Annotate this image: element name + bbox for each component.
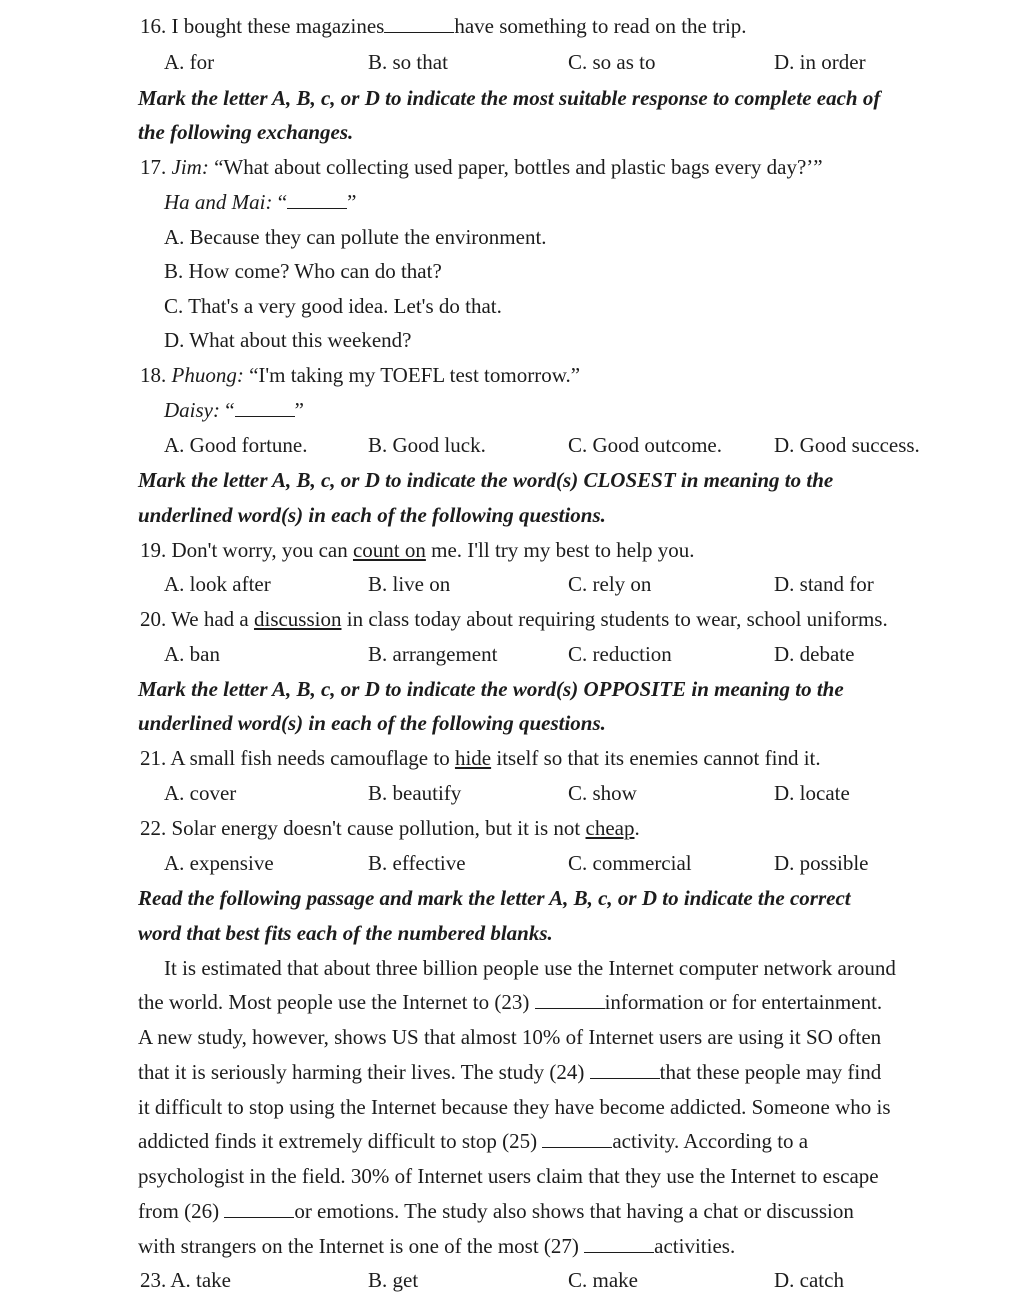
q22-option-a[interactable]: A. expensive xyxy=(164,851,274,875)
question-17-response xyxy=(164,190,356,215)
q23-option-c[interactable]: C. make xyxy=(568,1268,638,1292)
answer-blank-24[interactable] xyxy=(590,1060,660,1079)
question-18-stem xyxy=(140,363,580,388)
q22-underlined-word: cheap xyxy=(585,816,635,840)
q16-option-b[interactable]: B. so that xyxy=(368,50,448,74)
q21-option-d[interactable]: D. locate xyxy=(774,781,850,805)
q19-text-before: 19. Don't worry, you can xyxy=(140,538,348,562)
q17-option-a[interactable]: A. Because they can pollute the environment. xyxy=(164,225,547,249)
q18-close-quote: ” xyxy=(294,398,304,422)
question-20-stem xyxy=(140,607,888,632)
q20-option-a[interactable]: A. ban xyxy=(164,642,220,666)
q16-option-a[interactable]: A. for xyxy=(164,50,215,74)
answer-blank-27[interactable] xyxy=(584,1234,654,1253)
q17-number: 17. xyxy=(140,155,167,179)
passage-line-5: it difficult to stop using the Internet because they have become addicted. Someone who is xyxy=(138,1095,891,1119)
passage-text: activities. xyxy=(654,1234,736,1258)
q18-option-b[interactable]: B. Good luck. xyxy=(368,433,486,457)
answer-blank-25[interactable] xyxy=(542,1129,612,1148)
question-16-stem xyxy=(140,14,747,39)
instruction-passage-line1: Read the following passage and mark the letter A, B, c, or D to indicate the correct xyxy=(138,886,851,910)
q17-option-b[interactable]: B. How come? Who can do that? xyxy=(164,259,442,283)
passage-line-9 xyxy=(138,1234,978,1259)
instruction-exchanges-line1: Mark the letter A, B, c, or D to indicate the most suitable response to complete each of xyxy=(138,86,881,110)
q23-option-a[interactable]: 23. A. take xyxy=(140,1268,231,1292)
q19-option-a[interactable]: A. look after xyxy=(164,572,271,596)
q16-option-c[interactable]: C. so as to xyxy=(568,50,656,74)
q17-quote: “What about collecting used paper, bottles and plastic bags every day?’” xyxy=(214,155,823,179)
q22-option-b[interactable]: B. effective xyxy=(368,851,466,875)
instruction-closest-line2: underlined word(s) in each of the following questions. xyxy=(138,503,606,527)
q16-text-after: have something to read on the trip. xyxy=(454,14,747,38)
q21-option-b[interactable]: B. beautify xyxy=(368,781,462,805)
q18-option-d[interactable]: D. Good success. xyxy=(774,433,920,457)
q19-option-d[interactable]: D. stand for xyxy=(774,572,874,596)
instruction-closest-line1: Mark the letter A, B, c, or D to indicate the word(s) CLOSEST in meaning to the xyxy=(138,468,834,492)
q18-responder: Daisy: xyxy=(164,398,220,422)
question-22-stem xyxy=(140,816,640,841)
question-21-stem xyxy=(140,746,821,771)
passage-text: activity. According to a xyxy=(612,1129,809,1153)
q18-open-quote: “ xyxy=(225,398,235,422)
q21-option-c[interactable]: C. show xyxy=(568,781,637,805)
q17-option-c[interactable]: C. That's a very good idea. Let's do that. xyxy=(164,294,502,318)
q21-text-before: 21. A small fish needs camouflage to xyxy=(140,746,450,770)
q20-option-b[interactable]: B. arrangement xyxy=(368,642,498,666)
passage-text: or emotions. The study also shows that having a chat or discussion xyxy=(294,1199,854,1223)
q17-responder: Ha and Mai: xyxy=(164,190,273,214)
q21-option-a[interactable]: A. cover xyxy=(164,781,237,805)
q23-option-d[interactable]: D. catch xyxy=(774,1268,844,1292)
q20-option-c[interactable]: C. reduction xyxy=(568,642,672,666)
q21-underlined-word: hide xyxy=(454,746,492,770)
q18-quote: “I'm taking my TOEFL test tomorrow.” xyxy=(249,363,581,387)
question-17-stem xyxy=(140,155,823,180)
q18-speaker: Phuong: xyxy=(171,363,244,387)
passage-text: the world. Most people use the Internet to (23) xyxy=(138,990,530,1014)
passage-line-7: psychologist in the field. 30% of Internet users claim that they use the Internet to escape xyxy=(138,1164,879,1188)
q20-underlined-word: discussion xyxy=(253,607,342,631)
passage-text: addicted finds it extremely difficult to stop (25) xyxy=(138,1129,538,1153)
instruction-opposite-line2: underlined word(s) in each of the following questions. xyxy=(138,711,606,735)
q23-option-b[interactable]: B. get xyxy=(368,1268,419,1292)
q16-option-d[interactable]: D. in order xyxy=(774,50,866,74)
passage-line-6 xyxy=(138,1129,978,1154)
passage-line-8 xyxy=(138,1199,978,1224)
passage-text: from (26) xyxy=(138,1199,220,1223)
q17-speaker: Jim: xyxy=(171,155,209,179)
question-18-response xyxy=(164,398,304,423)
q19-underlined-word: count on xyxy=(352,538,426,562)
q21-text-after: itself so that its enemies cannot find it. xyxy=(496,746,821,770)
q22-text-after: . xyxy=(634,816,640,840)
q20-text-after: in class today about requiring students to wear, school uniforms. xyxy=(346,607,888,631)
q19-text-after: me. I'll try my best to help you. xyxy=(431,538,695,562)
passage-text: that these people may find xyxy=(659,1060,882,1084)
passage-text: information or for entertainment. xyxy=(604,990,883,1014)
q18-option-a[interactable]: A. Good fortune. xyxy=(164,433,308,457)
instruction-passage-line2: word that best fits each of the numbered blanks. xyxy=(138,921,553,945)
q19-option-b[interactable]: B. live on xyxy=(368,572,451,596)
q22-option-d[interactable]: D. possible xyxy=(774,851,869,875)
answer-blank-26[interactable] xyxy=(224,1199,294,1218)
passage-text: that it is seriously harming their lives. The study (24) xyxy=(138,1060,585,1084)
passage-line-2 xyxy=(138,990,978,1015)
q19-option-c[interactable]: C. rely on xyxy=(568,572,652,596)
q22-text-before: 22. Solar energy doesn't cause pollution, but it is not xyxy=(140,816,581,840)
answer-blank[interactable] xyxy=(235,398,295,417)
passage-line-3: A new study, however, shows US that almost 10% of Internet users are using it SO often xyxy=(138,1025,882,1049)
answer-blank[interactable] xyxy=(384,14,454,33)
passage-text: with strangers on the Internet is one of the most (27) xyxy=(138,1234,579,1258)
q17-open-quote: “ xyxy=(277,190,288,214)
q20-text-before: 20. We had a xyxy=(140,607,249,631)
q22-option-c[interactable]: C. commercial xyxy=(568,851,692,875)
q17-option-d[interactable]: D. What about this weekend? xyxy=(164,328,412,352)
answer-blank[interactable] xyxy=(287,190,347,209)
answer-blank-23[interactable] xyxy=(535,990,605,1009)
q16-text-before: 16. I bought these magazines xyxy=(140,14,385,38)
q17-close-quote: ” xyxy=(347,190,357,214)
q20-option-d[interactable]: D. debate xyxy=(774,642,855,666)
passage-line-4 xyxy=(138,1060,978,1085)
question-19-stem xyxy=(140,538,694,563)
q18-option-c[interactable]: C. Good outcome. xyxy=(568,433,722,457)
q18-number: 18. xyxy=(140,363,167,387)
instruction-opposite-line1: Mark the letter A, B, c, or D to indicate the word(s) OPPOSITE in meaning to the xyxy=(138,677,844,701)
instruction-exchanges-line2: the following exchanges. xyxy=(138,120,354,144)
passage-line-1: It is estimated that about three billion people use the Internet computer network around xyxy=(164,956,896,980)
